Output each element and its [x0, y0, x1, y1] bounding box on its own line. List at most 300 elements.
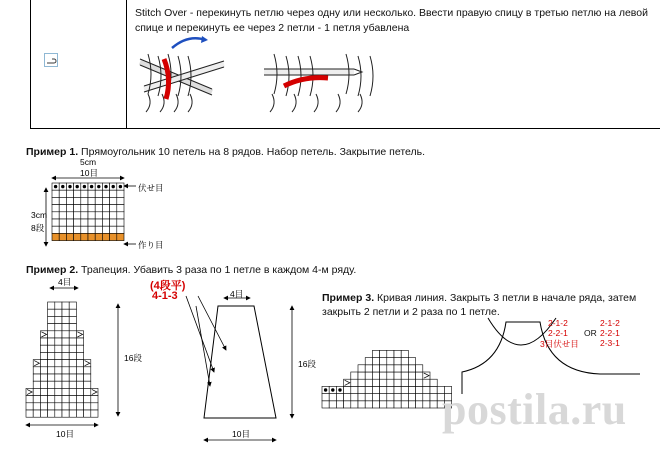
ex2-grid-cell — [33, 388, 40, 395]
ex2-grid-cell — [40, 381, 47, 388]
ex3-grid-cell — [365, 379, 372, 386]
ex2-grid-cell — [55, 396, 62, 403]
ex1-grid-cell — [110, 197, 117, 204]
example2-heading — [26, 264, 356, 276]
ex2-grid-cell — [62, 331, 69, 338]
ex3-grid-cell — [394, 386, 401, 393]
ex2-grid-cell — [69, 324, 76, 331]
watermark-text: postila.ru — [442, 385, 627, 434]
ex2-grid-cell — [76, 410, 83, 417]
ex3-grid-cell — [322, 394, 329, 401]
ex3-grid-cell — [380, 365, 387, 372]
ex1-grid-cell — [117, 205, 124, 212]
ex3-seq-b-2: 2-3-1 — [600, 338, 620, 348]
ex2-grid-cell — [76, 396, 83, 403]
ex2-grid-cell — [33, 381, 40, 388]
ex1-grid-cell — [52, 233, 59, 240]
ex3-grid-cell — [408, 358, 415, 365]
ex3-grid-cell — [329, 394, 336, 401]
ex2-grid-cell — [84, 381, 91, 388]
example2-text: Трапеция. Убавить 3 раза по 1 петле в каждом 4-м ряду. — [81, 264, 357, 276]
ex3-grid-cell — [329, 401, 336, 408]
ex1-grid-cell — [74, 226, 81, 233]
example3-text-line2: закрыть 2 петли и 2 раза по 1 петле. — [322, 306, 500, 318]
ex3-grid-cell — [358, 401, 365, 408]
ex3-grid-cell — [372, 386, 379, 393]
ex2-grid-cell — [69, 345, 76, 352]
ex2-grid-cell — [76, 374, 83, 381]
ex1-grid-cell — [88, 212, 95, 219]
ex1-grid-cell — [59, 205, 66, 212]
ex2-annot-line2: 4-1-3 — [152, 290, 178, 302]
ex1-grid-cell — [81, 219, 88, 226]
ex1-grid-cell — [117, 233, 124, 240]
ex3-grid-cell — [416, 372, 423, 379]
ex3-grid-cell — [336, 401, 343, 408]
ex1-grid — [52, 183, 124, 241]
ex2-grid-cell — [62, 309, 69, 316]
ex3-grid-cell — [387, 358, 394, 365]
ex3-grid-cell — [416, 394, 423, 401]
ex2-grid-cell — [69, 309, 76, 316]
ex3-grid-cell — [416, 379, 423, 386]
ex1-grid-cell — [52, 197, 59, 204]
ex1-height-rows: 8段 — [31, 223, 45, 233]
ex2-grid-cell — [69, 338, 76, 345]
ex3-grid-cell — [408, 386, 415, 393]
ex3-grid-cell — [408, 401, 415, 408]
ex2-grid-cell — [40, 403, 47, 410]
ex2-grid-cell — [55, 403, 62, 410]
ex2-grid-cell — [76, 388, 83, 395]
ex3-grid-cell — [430, 394, 437, 401]
ex2-grid-cell — [69, 316, 76, 323]
ex1-grid-cell — [66, 212, 73, 219]
ex2-grid-cell — [40, 352, 47, 359]
ex2-grid-cell — [48, 316, 55, 323]
ex3-seq-a-0: 2-1-2 — [548, 318, 568, 328]
ex2-grid-cell — [55, 374, 62, 381]
ex2-grid-cell — [55, 309, 62, 316]
ex1-grid-cell — [66, 190, 73, 197]
ex3-grid-cell — [336, 394, 343, 401]
ex3-grid-cell — [372, 372, 379, 379]
ex1-grid-cell — [59, 219, 66, 226]
example1-title: Пример 1. — [26, 146, 79, 158]
ex2-grid-cell — [69, 403, 76, 410]
ex2-grid-cell — [76, 352, 83, 359]
ex3-grid-cell — [351, 401, 358, 408]
ex1-grid-cell — [74, 205, 81, 212]
ex2-grid-cell — [69, 374, 76, 381]
bind-off-dot — [83, 185, 86, 188]
ex2-grid-cell — [48, 367, 55, 374]
ex3-seq-b-1: 2-2-1 — [600, 328, 620, 338]
ex2-grid-cell — [33, 403, 40, 410]
ex2-grid-cell — [76, 381, 83, 388]
ex2-grid-cell — [48, 388, 55, 395]
watermark — [442, 384, 627, 435]
ex2-grid-cell — [62, 360, 69, 367]
bind-off-dot — [331, 388, 334, 391]
ex3-grid-cell — [401, 365, 408, 372]
ex2-grid-cell — [69, 331, 76, 338]
ex2-grid-cell — [55, 345, 62, 352]
ex3-grid-cell — [365, 372, 372, 379]
example1-text: Прямоугольник 10 петель на 8 рядов. Набор петель. Закрытие петель. — [81, 146, 426, 158]
ex2-grid-cell — [48, 309, 55, 316]
ex1-grid-cell — [59, 197, 66, 204]
ex1-grid-cell — [95, 219, 102, 226]
ex1-height-label: 3cm — [31, 210, 48, 220]
ex2-grid-cell — [69, 352, 76, 359]
ex2-grid-cell — [91, 410, 98, 417]
ex1-grid-cell — [117, 226, 124, 233]
ex1-grid-cell — [117, 197, 124, 204]
ex2-grid-cell — [62, 324, 69, 331]
ex3-grid-cell — [394, 379, 401, 386]
ex2-grid-cell — [26, 403, 33, 410]
ex3-grid-cell — [380, 386, 387, 393]
ex3-grid-cell — [394, 394, 401, 401]
ex2-grid-cell — [40, 367, 47, 374]
ex2-grid-cell — [91, 396, 98, 403]
ex2-grid-cell — [55, 352, 62, 359]
ex2-grid-cell — [62, 388, 69, 395]
ex2-grid-cell — [48, 302, 55, 309]
ex3-grid-cell — [372, 350, 379, 357]
ex1-grid-cell — [88, 219, 95, 226]
ex3-grid-cell — [372, 365, 379, 372]
ex3-grid-cell — [387, 401, 394, 408]
ex3-grid-cell — [423, 394, 430, 401]
ex3-grid-cell — [416, 365, 423, 372]
ex2-grid-cell — [40, 374, 47, 381]
ex1-grid-cell — [95, 205, 102, 212]
ex2-grid-cell — [40, 360, 47, 367]
ex3-grid-cell — [365, 358, 372, 365]
ex2-grid-cell — [48, 331, 55, 338]
ex3-curve-grid — [322, 350, 452, 408]
ex1-grid-cell — [52, 212, 59, 219]
bind-off-dot — [61, 185, 64, 188]
ex1-grid-cell — [110, 212, 117, 219]
bind-off-dot — [68, 185, 71, 188]
ex2-top-sts: 4目 — [58, 277, 72, 287]
ex2-grid-cell — [69, 410, 76, 417]
ex1-grid-cell — [52, 190, 59, 197]
bind-off-dot — [338, 388, 341, 391]
ex2-grid-cell — [33, 396, 40, 403]
ex3-grid-cell — [380, 372, 387, 379]
ex3-grid-cell — [380, 379, 387, 386]
ex2-grid-cell — [48, 374, 55, 381]
ex2-grid-cell — [69, 360, 76, 367]
ex2-grid-cell — [33, 367, 40, 374]
ex2-grid-cell — [84, 388, 91, 395]
ex3-grid-cell — [387, 372, 394, 379]
ex3-grid-cell — [372, 358, 379, 365]
ex3-grid-cell — [351, 386, 358, 393]
ex2-grid-cell — [55, 338, 62, 345]
ex1-grid-cell — [81, 233, 88, 240]
ex3-seq-b-0: 2-1-2 — [600, 318, 620, 328]
ex2-grid-cell — [48, 324, 55, 331]
ex3-grid-cell — [358, 365, 365, 372]
ex1-grid-cell — [117, 219, 124, 226]
ex3-grid-cell — [358, 379, 365, 386]
ex3-grid-cell — [416, 401, 423, 408]
ex3-grid-cell — [394, 401, 401, 408]
ex1-grid-cell — [95, 212, 102, 219]
ex2-grid-cell — [76, 367, 83, 374]
ex3-grid-cell — [408, 372, 415, 379]
ex3-grid-cell — [394, 358, 401, 365]
ex3-seq-a-1: 2-2-1 — [548, 328, 568, 338]
example2-title: Пример 2. — [26, 264, 79, 276]
ex2-grid-cell — [76, 338, 83, 345]
ex1-grid-cell — [110, 219, 117, 226]
ex3-grid-cell — [358, 386, 365, 393]
ex1-grid-cell — [110, 205, 117, 212]
ex2-grid-cell — [26, 410, 33, 417]
ex3-grid-cell — [372, 394, 379, 401]
ex2-grid-cell — [69, 381, 76, 388]
ex2-grid-cell — [48, 396, 55, 403]
bind-off-dot — [90, 185, 93, 188]
ex1-grid-cell — [59, 226, 66, 233]
ex1-grid-cell — [66, 197, 73, 204]
ex2-grid-cell — [91, 403, 98, 410]
ex2-grid-cell — [76, 345, 83, 352]
ex3-grid-cell — [394, 365, 401, 372]
ex2-grid-cell — [55, 324, 62, 331]
ex1-grid-cell — [59, 190, 66, 197]
ex1-grid-cell — [102, 197, 109, 204]
ex3-grid-cell — [401, 372, 408, 379]
ex1-grid-cell — [52, 205, 59, 212]
ex1-cast-on: 作り目 — [138, 240, 164, 250]
ex3-grid-cell — [401, 394, 408, 401]
ex3-grid-cell — [365, 394, 372, 401]
ex3-grid-cell — [430, 379, 437, 386]
ex1-grid-cell — [74, 233, 81, 240]
ex2-stepped-grid — [26, 302, 98, 417]
ex2-grid-cell — [48, 352, 55, 359]
stitch-description-line1: Stitch Over - перекинуть петлю через одну или несколько. Ввести правую спицу в третью петлю на левой — [135, 7, 648, 19]
ex3-grid-cell — [365, 386, 372, 393]
ex3-grid-cell — [387, 386, 394, 393]
ex1-grid-cell — [102, 233, 109, 240]
ex1-grid-cell — [66, 205, 73, 212]
ex2-grid-cell — [84, 410, 91, 417]
ex1-grid-cell — [81, 205, 88, 212]
bind-off-dot — [97, 185, 100, 188]
ex1-grid-cell — [81, 190, 88, 197]
ex2-grid-cell — [62, 374, 69, 381]
ex2-grid-cell — [26, 396, 33, 403]
ex1-grid-cell — [95, 190, 102, 197]
ex2-grid-cell — [48, 345, 55, 352]
ex2-grid-cell — [84, 367, 91, 374]
ex3-grid-cell — [401, 386, 408, 393]
ex2-grid-cell — [76, 403, 83, 410]
ex2-grid-cell — [55, 331, 62, 338]
ex1-grid-cell — [117, 212, 124, 219]
ex2-grid-cell — [55, 410, 62, 417]
ex3-grid-cell — [380, 350, 387, 357]
ex2-grid-cell — [40, 338, 47, 345]
bind-off-dot — [119, 185, 122, 188]
ex3-grid-cell — [430, 401, 437, 408]
ex2-grid-cell — [84, 403, 91, 410]
ex1-grid-cell — [66, 219, 73, 226]
ex2-bottom-sts: 10目 — [56, 429, 74, 439]
example3-text-line1: Кривая линия. Закрыть 3 петли в начале ряда, затем — [377, 292, 637, 304]
ex3-grid-cell — [408, 379, 415, 386]
ex3-grid-cell — [401, 401, 408, 408]
example3-title: Пример 3. — [322, 292, 375, 304]
ex1-grid-cell — [59, 233, 66, 240]
ex3-grid-cell — [358, 372, 365, 379]
ex1-grid-cell — [102, 212, 109, 219]
ex3-grid-cell — [416, 386, 423, 393]
ex3-grid-cell — [365, 401, 372, 408]
ex3-grid-cell — [387, 365, 394, 372]
ex2-grid-cell — [62, 316, 69, 323]
bind-off-dot — [112, 185, 115, 188]
ex2-grid-cell — [40, 396, 47, 403]
ex3-grid-cell — [401, 379, 408, 386]
ex2-grid-cell — [62, 410, 69, 417]
bind-off-dot — [76, 185, 79, 188]
ex3-grid-cell — [387, 350, 394, 357]
ex1-grid-cell — [88, 233, 95, 240]
ex3-or: OR — [584, 328, 597, 338]
ex3-grid-cell — [380, 358, 387, 365]
ex2-grid-cell — [55, 381, 62, 388]
ex2-grid-cell — [48, 360, 55, 367]
trap-top-sts: 4目 — [230, 289, 244, 299]
ex2-grid-cell — [62, 345, 69, 352]
ex1-grid-cell — [102, 226, 109, 233]
ex1-grid-cell — [88, 197, 95, 204]
ex2-grid-cell — [69, 396, 76, 403]
ex2-grid-cell — [69, 367, 76, 374]
ex1-grid-cell — [88, 205, 95, 212]
ex1-grid-cell — [117, 190, 124, 197]
example3-heading — [322, 292, 636, 304]
ex3-grid-cell — [387, 394, 394, 401]
ex1-grid-cell — [81, 212, 88, 219]
ex1-grid-cell — [81, 226, 88, 233]
ex2-grid-cell — [84, 396, 91, 403]
bind-off-dot — [104, 185, 107, 188]
ex3-seq-a-2: 3目伏せ目 — [540, 339, 579, 349]
ex3-grid-cell — [423, 386, 430, 393]
ex1-grid-cell — [102, 219, 109, 226]
ex1-grid-cell — [110, 233, 117, 240]
ex1-bind-off: 伏せ目 — [138, 183, 164, 193]
ex2-grid-cell — [40, 388, 47, 395]
ex1-grid-cell — [110, 226, 117, 233]
ex3-grid-cell — [380, 401, 387, 408]
ex2-grid-cell — [48, 338, 55, 345]
ex3-grid-cell — [358, 394, 365, 401]
ex1-width-label: 5cm — [80, 157, 97, 167]
ex2-grid-cell — [76, 360, 83, 367]
ex1-width-sts: 10目 — [80, 168, 98, 178]
ex2-grid-cell — [55, 302, 62, 309]
ex3-grid-cell — [351, 372, 358, 379]
ex2-grid-cell — [40, 345, 47, 352]
ex3-grid-cell — [401, 350, 408, 357]
ex1-grid-cell — [95, 226, 102, 233]
ex2-grid-cell — [62, 367, 69, 374]
ex1-grid-cell — [74, 197, 81, 204]
ex3-grid-cell — [372, 379, 379, 386]
ex3-grid-cell — [387, 379, 394, 386]
stitch-description-line2: спице и перекинуть ее через 2 петли - 1 петля убавлена — [135, 22, 410, 34]
ex2-grid-cell — [48, 381, 55, 388]
ex1-grid-cell — [66, 233, 73, 240]
bind-off-dot — [54, 185, 57, 188]
ex3-grid-cell — [351, 394, 358, 401]
ex2-grid-cell — [55, 360, 62, 367]
ex2-grid-cell — [55, 316, 62, 323]
ex3-grid-cell — [372, 401, 379, 408]
ex2-grid-cell — [62, 396, 69, 403]
ex1-grid-cell — [102, 190, 109, 197]
trap-bottom-sts: 10目 — [232, 429, 250, 439]
ex2-grid-cell — [62, 302, 69, 309]
ex2-grid-cell — [62, 381, 69, 388]
ex2-grid-cell — [48, 410, 55, 417]
ex1-grid-cell — [74, 219, 81, 226]
ex1-grid-cell — [74, 190, 81, 197]
trap-rows: 16段 — [298, 359, 316, 369]
ex3-grid-cell — [351, 379, 358, 386]
ex1-grid-cell — [102, 205, 109, 212]
ex2-grid-cell — [69, 302, 76, 309]
ex2-grid-cell — [62, 403, 69, 410]
ex1-grid-cell — [88, 226, 95, 233]
ex1-grid-cell — [59, 212, 66, 219]
ex1-grid-cell — [52, 219, 59, 226]
ex2-grid-cell — [55, 388, 62, 395]
ex3-grid-cell — [322, 401, 329, 408]
ex3-grid-cell — [344, 386, 351, 393]
ex1-grid-cell — [95, 197, 102, 204]
ex1-grid-cell — [52, 226, 59, 233]
ex2-grid-cell — [33, 410, 40, 417]
ex2-annot-line1: (4段平) — [150, 280, 186, 292]
ex3-grid-cell — [430, 386, 437, 393]
ex3-grid-cell — [394, 350, 401, 357]
ex2-grid-cell — [62, 352, 69, 359]
ex2-grid-cell — [62, 338, 69, 345]
ex2-rows-label: 16段 — [124, 353, 142, 363]
ex2-grid-cell — [55, 367, 62, 374]
ex1-grid-cell — [110, 190, 117, 197]
bind-off-dot — [324, 388, 327, 391]
trapezoid-shape — [204, 306, 276, 418]
ex1-grid-cell — [74, 212, 81, 219]
ex3-grid-cell — [423, 379, 430, 386]
ex3-grid-cell — [423, 401, 430, 408]
ex3-grid-cell — [401, 358, 408, 365]
ex2-grid-cell — [69, 388, 76, 395]
